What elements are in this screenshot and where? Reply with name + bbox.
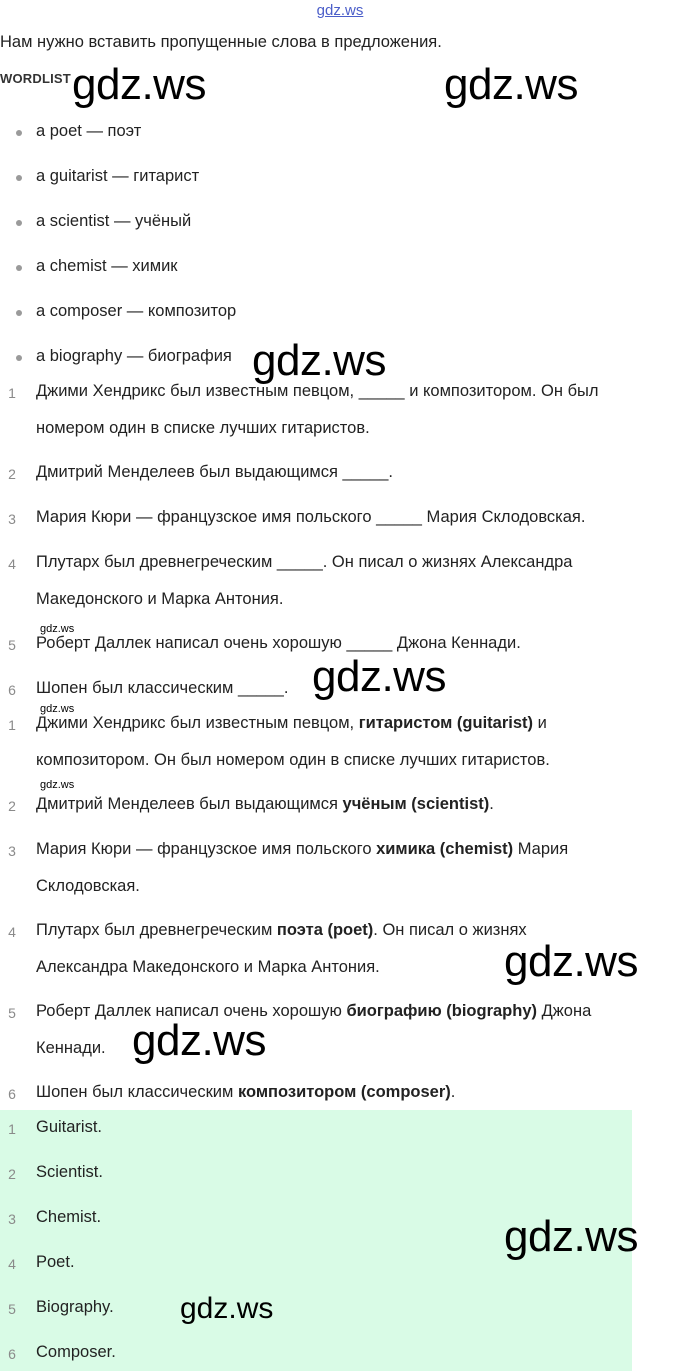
item-number: 5 [8,1301,16,1317]
translation-line: Джими Хендрикс был известным певцом, гитаристом (guitarist) и [36,714,547,732]
item-number: 3 [8,843,16,859]
wordlist-item: a composer — композитор [36,302,237,320]
translation-line: Шопен был классическим композитором (composer). [36,1083,456,1101]
item-number: 6 [8,682,16,698]
watermark: gdz.ws [40,703,75,715]
exercise-line: Дмитрий Менделеев был выдающимся _____. [36,463,393,481]
wordlist-item: a guitarist — гитарист [36,167,200,185]
item-number: 5 [8,637,16,653]
exercise-line: Плутарх был древнегреческим _____. Он писал о жизнях Александра [36,553,573,571]
watermark: gdz.ws [180,1292,274,1325]
exercise-line: Роберт Даллек написал очень хорошую _____ Джона Кеннади. [36,634,521,652]
watermark: gdz.ws [504,1212,638,1261]
translation-line: Кеннади. [36,1039,106,1057]
watermark: gdz.ws [504,937,638,986]
answer-highlight: биографию (biography) [346,1002,537,1020]
item-number: 4 [8,1256,16,1272]
bullet-icon [16,265,22,271]
wordlist-item: a chemist — химик [36,257,178,275]
watermark: gdz.ws [252,336,386,385]
exercise-line: Македонского и Марка Антония. [36,590,284,608]
item-number: 2 [8,1166,16,1182]
bullet-icon [16,220,22,226]
translation-line: Дмитрий Менделеев был выдающимся учёным (scientist). [36,795,494,813]
answer-item: Biography. [36,1298,114,1316]
bullet-icon [16,175,22,181]
bullet-icon [16,310,22,316]
answer-item: Scientist. [36,1163,103,1181]
exercise-line: Джими Хендрикс был известным певцом, _____ и композитором. Он был [36,382,599,400]
answer-item: Guitarist. [36,1118,103,1136]
watermark: gdz.ws [40,779,75,791]
watermark: gdz.ws [132,1016,266,1065]
translation-line: Роберт Даллек написал очень хорошую биографию (biography) Джона [36,1002,592,1020]
exercise-line: номером один в списке лучших гитаристов. [36,419,370,437]
wordlist-item: a poet — поэт [36,122,142,140]
watermark: gdz.ws [72,60,206,109]
item-number: 4 [8,924,16,940]
answer-highlight: химика (chemist) [376,840,514,858]
answer-highlight: поэта (poet) [276,921,374,939]
wordlist-item: a biography — биография [36,347,232,365]
item-number: 6 [8,1086,16,1102]
exercise-line: Шопен был классическим _____. [36,679,289,697]
answer-highlight: гитаристом (guitarist) [358,714,533,732]
answer-item: Poet. [36,1253,75,1271]
watermark: gdz.ws [40,623,75,635]
item-number: 2 [8,798,16,814]
item-number: 1 [8,717,16,733]
bullet-icon [16,355,22,361]
item-number: 3 [8,1211,16,1227]
item-number: 6 [8,1346,16,1362]
watermark: gdz.ws [312,652,446,701]
item-number: 1 [8,1121,16,1137]
wordlist-item: a scientist — учёный [36,212,192,230]
answer-highlight: учёным (scientist) [342,795,490,813]
item-number: 2 [8,466,16,482]
intro-text: Нам нужно вставить пропущенные слова в предложения. [0,33,442,51]
answer-item: Composer. [36,1343,116,1361]
wordlist-heading: WORDLIST [0,71,71,86]
bullet-icon [16,130,22,136]
translation-line: Плутарх был древнегреческим поэта (poet). Он писал о жизнях [36,921,527,939]
item-number: 3 [8,511,16,527]
answer-highlight: композитором (composer) [237,1083,451,1101]
translation-line: Склодовская. [36,877,140,895]
translation-line: Мария Кюри — французское имя польского химика (chemist) Мария [36,840,569,858]
watermark: gdz.ws [444,60,578,109]
translation-line: композитором. Он был номером один в списке лучших гитаристов. [36,751,550,769]
item-number: 4 [8,556,16,572]
item-number: 1 [8,385,16,401]
item-number: 5 [8,1005,16,1021]
exercise-line: Мария Кюри — французское имя польского _____ Мария Склодовская. [36,508,586,526]
site-link[interactable]: gdz.ws [316,2,364,19]
answer-item: Chemist. [36,1208,102,1226]
translation-line: Александра Македонского и Марка Антония. [36,958,380,976]
